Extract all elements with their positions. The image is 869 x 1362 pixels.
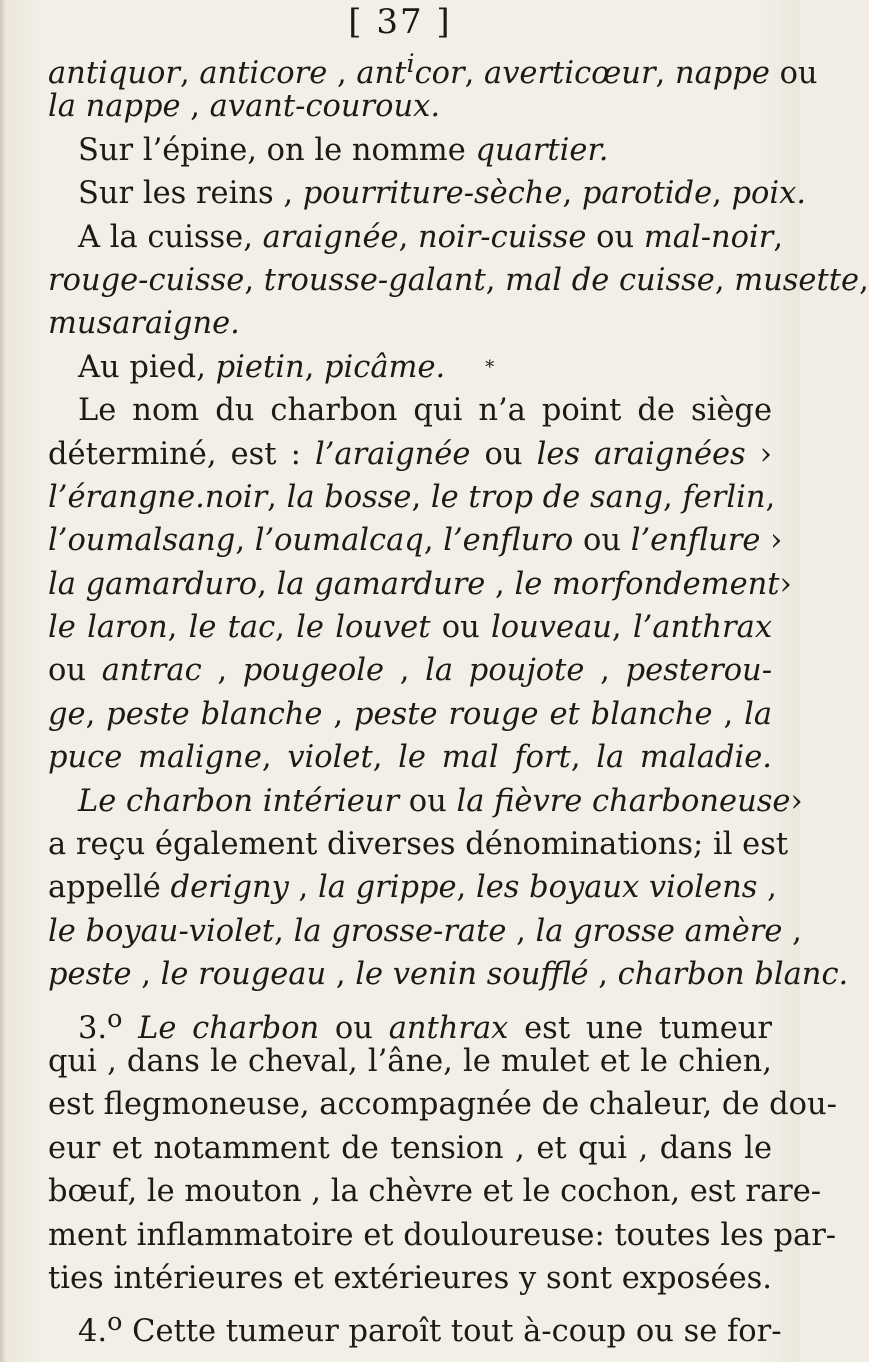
page-gutter [0, 0, 6, 1362]
text-line: antiquor, anticore , ant$^i$cor, averticœur, nappe ou [48, 48, 818, 92]
text-line: ment inflammatoire et douloureuse: toutes les par- [48, 1217, 837, 1253]
text-line: bœuf, le mouton , la chèvre et le cochon, est rare- [48, 1174, 822, 1210]
text-line: ou antrac , pougeole , la poujote , pesterou- [48, 653, 773, 689]
page-number: [ 37 ] [348, 2, 452, 42]
text-line: 3.$^o$ Le charbon ou anthrax est une tumeur [78, 1002, 772, 1046]
text-line: Le nom du charbon qui n’a point de siège [78, 393, 772, 429]
text-line: appellé derigny , la grippe, les boyaux violens , [48, 870, 777, 906]
text-line: l’oumalsang, l’oumalcaq, l’enfluro ou l’enflure › [48, 523, 783, 559]
text-line: est flegmoneuse, accompagnée de chaleur, de dou- [48, 1087, 837, 1123]
text-line: le laron, le tac, le louvet ou louveau, l’anthrax [48, 610, 773, 646]
text-line: Au pied, pietin, picâme. * [78, 349, 495, 385]
text-line: Sur l’épine, on le nomme quartier. [78, 132, 609, 168]
text-line: Sur les reins , pourriture-sèche, parotide, poix. [78, 176, 807, 212]
text-line: qui , dans le cheval, l’âne, le mulet et le chien, [48, 1043, 772, 1079]
text-line: Le charbon intérieur ou la fièvre charboneuse› [78, 783, 803, 819]
text-line: déterminé, est : l’araignée ou les araignées › [48, 436, 772, 472]
text-line: ties intérieures et extérieures y sont exposées. [48, 1260, 772, 1296]
text-line: peste , le rougeau , le venin soufflé , charbon blanc. [48, 957, 849, 993]
page-body [48, 42, 869, 1350]
text-line: ge, peste blanche , peste rouge et blanche , la [48, 696, 773, 732]
text-line: puce maligne, violet, le mal fort, la maladie. [48, 740, 772, 776]
text-line: musaraigne. [48, 306, 240, 342]
text-line: la nappe , avant-couroux. [48, 89, 441, 125]
text-line: rouge-cuisse, trousse-galant, mal de cuisse, musette, [48, 262, 869, 298]
text-line: eur et notamment de tension , et qui , dans le [48, 1130, 772, 1166]
text-line: a reçu également diverses dénominations; il est [48, 827, 789, 863]
text-line: la gamarduro, la gamardure , le morfondement› [48, 566, 792, 602]
text-line: le boyau-violet, la grosse-rate , la grosse amère , [48, 913, 802, 949]
text-line: A la cuisse, araignée, noir-cuisse ou mal-noir, [78, 219, 784, 255]
text-line: l’érangne.noir, la bosse, le trop de sang, ferlin, [48, 479, 776, 515]
asterisk-mark: * [485, 356, 495, 378]
text-line: 4.$^o$ Cette tumeur paroît tout à-coup ou se for- [78, 1306, 782, 1350]
